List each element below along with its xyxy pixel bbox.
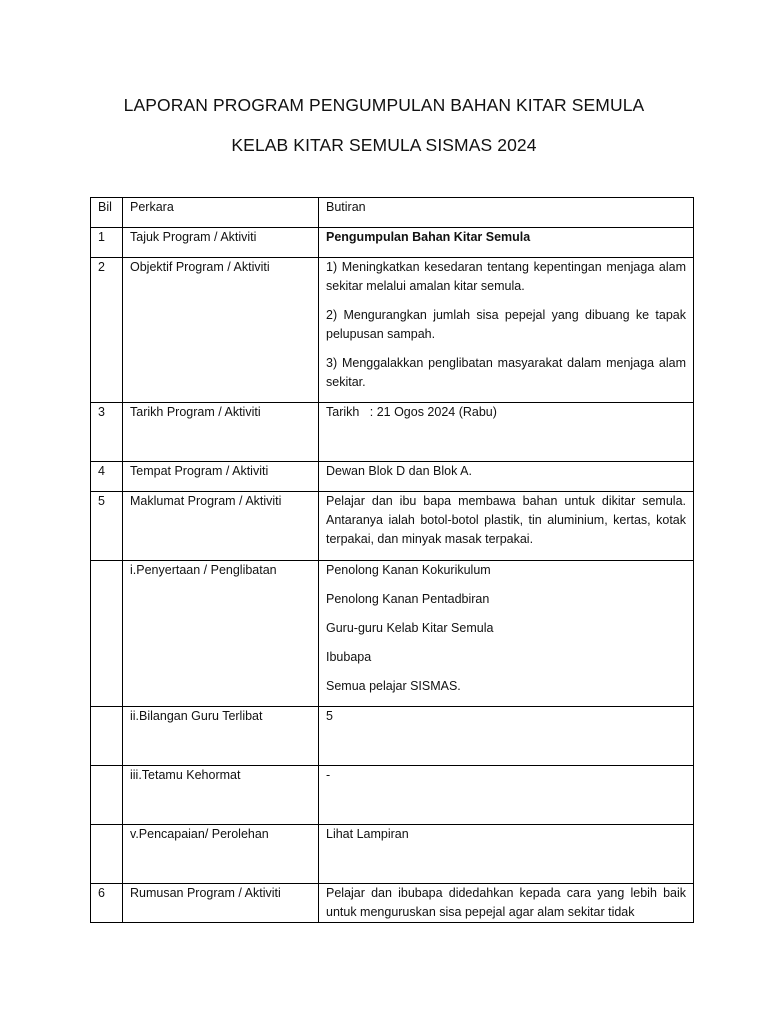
row-butiran: Lihat Lampiran (319, 825, 694, 884)
row-number: 3 (91, 403, 123, 462)
row-number (91, 707, 123, 766)
participant-item: Penolong Kanan Pentadbiran (326, 592, 490, 606)
participant-item: Guru-guru Kelab Kitar Semula (326, 621, 494, 635)
objective-item: 3) Menggalakkan penglibatan masyarakat dalam menjaga alam sekitar. (326, 356, 686, 389)
row-number (91, 766, 123, 825)
row-butiran: Pelajar dan ibubapa didedahkan kepada cara yang lebih baik untuk menguruskan sisa pepejal agar alam sekitar tidak (319, 884, 694, 923)
table-row (91, 766, 694, 825)
participant-item: Semua pelajar SISMAS. (326, 679, 461, 693)
row-butiran: Dewan Blok D dan Blok A. (319, 462, 694, 492)
row-perkara: Objektif Program / Aktiviti (123, 258, 319, 403)
table-row (91, 825, 694, 884)
row-butiran: 5 (319, 707, 694, 766)
row-number: 5 (91, 492, 123, 561)
row-number: 6 (91, 884, 123, 923)
header-perkara: Perkara (123, 198, 319, 228)
objective-item: 1) Meningkatkan kesedaran tentang kepentingan menjaga alam sekitar melalui amalan kitar semula. (326, 260, 686, 293)
table-row (91, 707, 694, 766)
table-row (91, 492, 694, 561)
row-butiran: Tarikh : 21 Ogos 2024 (Rabu) (319, 403, 694, 462)
row-perkara: Rumusan Program / Aktiviti (123, 884, 319, 923)
table-row (91, 884, 694, 923)
participant-item: Penolong Kanan Kokurikulum (326, 563, 491, 577)
report-title: LAPORAN PROGRAM PENGUMPULAN BAHAN KITAR SEMULA (123, 95, 645, 115)
row-butiran: Pelajar dan ibu bapa membawa bahan untuk dikitar semula. Antaranya ialah botol-botol plastik, tin aluminium, kertas, kotak terpakai, dan minyak masak terpakai. (319, 492, 694, 561)
row-perkara: Maklumat Program / Aktiviti (123, 492, 319, 561)
row-number: 2 (91, 258, 123, 403)
table-row (91, 228, 694, 258)
table-header-row (91, 198, 694, 228)
row-butiran (319, 258, 694, 403)
row-perkara: v.Pencapaian/ Perolehan (123, 825, 319, 884)
row-number (91, 561, 123, 707)
table-row (91, 561, 694, 707)
row-number: 1 (91, 228, 123, 258)
participant-item: Ibubapa (326, 650, 372, 664)
objective-item: 2) Mengurangkan jumlah sisa pepejal yang dibuang ke tapak pelupusan sampah. (326, 308, 686, 341)
row-perkara: i.Penyertaan / Penglibatan (123, 561, 319, 707)
row-number: 4 (91, 462, 123, 492)
row-butiran: Pengumpulan Bahan Kitar Semula (319, 228, 694, 258)
row-perkara: ii.Bilangan Guru Terlibat (123, 707, 319, 766)
table-row (91, 462, 694, 492)
table-row (91, 258, 694, 403)
report-table (90, 197, 694, 923)
row-perkara: Tempat Program / Aktiviti (123, 462, 319, 492)
report-subtitle: KELAB KITAR SEMULA SISMAS 2024 (231, 135, 537, 155)
row-number (91, 825, 123, 884)
header-bil: Bil (91, 198, 123, 228)
row-butiran: - (319, 766, 694, 825)
header-butiran: Butiran (319, 198, 694, 228)
row-butiran (319, 561, 694, 707)
row-perkara: Tajuk Program / Aktiviti (123, 228, 319, 258)
row-perkara: Tarikh Program / Aktiviti (123, 403, 319, 462)
table-row (91, 403, 694, 462)
row-perkara: iii.Tetamu Kehormat (123, 766, 319, 825)
